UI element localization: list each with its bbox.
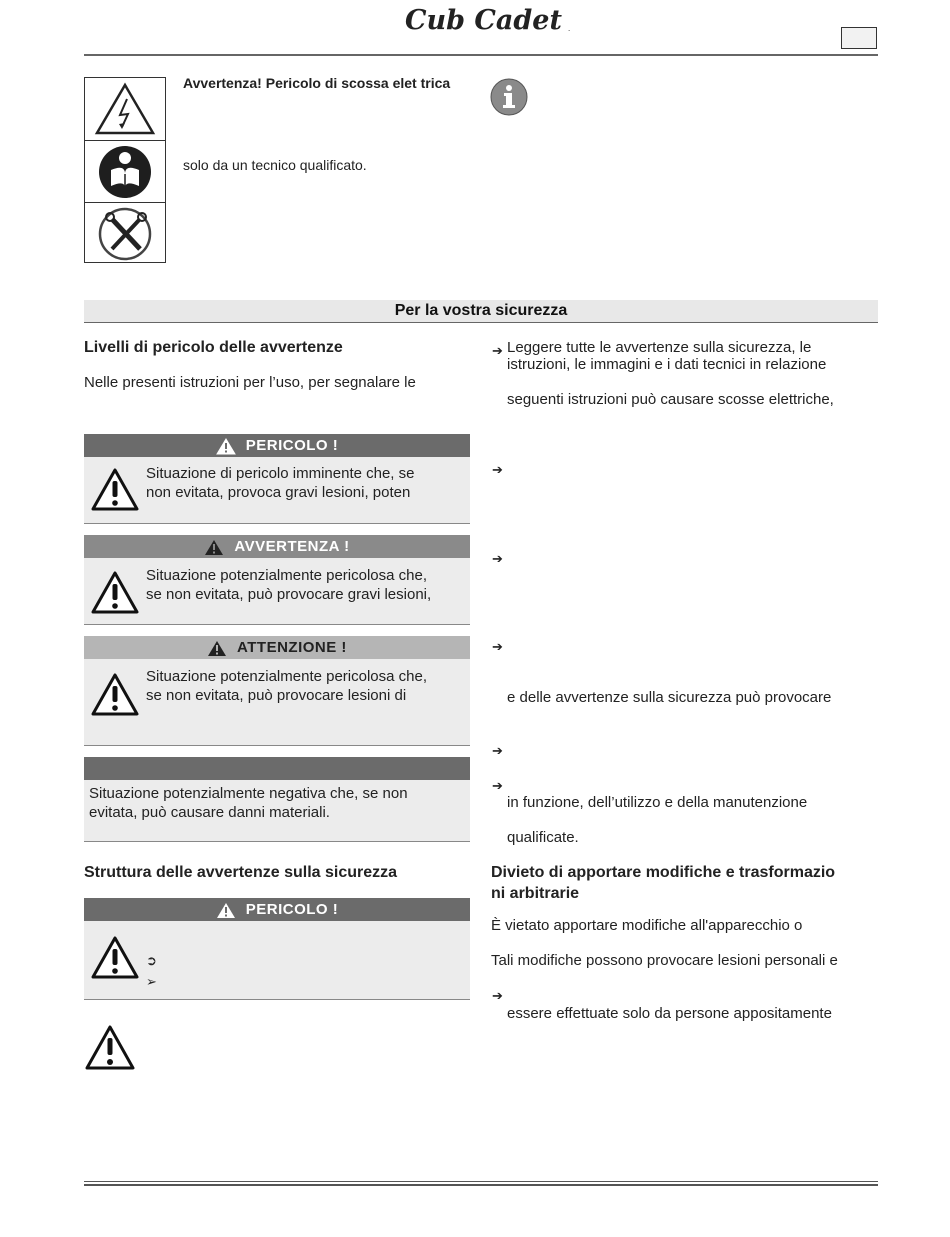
caution-text-line2: se non evitata, può provocare lesioni di	[146, 687, 407, 704]
right-item1-line3: seguenti istruzioni può causare scosse elettriche,	[507, 391, 834, 408]
notice-text-line2: evitata, può causare danni materiali.	[89, 804, 330, 821]
read-manual-icon	[85, 140, 165, 202]
modifications-p2: Tali modifiche possono provocare lesioni personali e	[491, 952, 838, 969]
footer-rule-2	[84, 1184, 878, 1186]
danger-text-line1: Situazione di pericolo imminente che, se	[146, 465, 415, 482]
warning-box	[84, 535, 470, 625]
structure-box-header	[84, 898, 470, 921]
danger-text-line2: non evitata, provoca gravi lesioni, poten	[146, 484, 411, 501]
heading-structure: Struttura delle avvertenze sulla sicurezza	[84, 864, 398, 881]
right-arrow-1: ➔	[492, 343, 503, 358]
right-item4-line1: e delle avvertenze sulla sicurezza può provocare	[507, 689, 832, 706]
warning-text-line2: se non evitata, può provocare gravi lesioni,	[146, 586, 432, 603]
electric-warning-title: Avvertenza! Pericolo di scossa elet trica	[183, 75, 451, 91]
danger-box	[84, 434, 470, 524]
notice-box-header	[84, 757, 470, 780]
caution-box-header	[84, 636, 470, 659]
heading-modifications-line2: ni arbitrarie	[491, 885, 580, 902]
page-number-box	[841, 27, 877, 49]
structure-bullet2: ➢	[146, 974, 157, 989]
right-arrow-2: ➔	[492, 462, 503, 477]
modifications-p1: È vietato apportare modifiche all'apparecchio o	[491, 917, 803, 934]
warning-triangle-icon	[84, 1024, 136, 1071]
heading-danger-levels: Livelli di pericolo delle avvertenze	[84, 339, 343, 356]
right-arrow-5: ➔	[492, 743, 503, 758]
warning-box-title: AVVERTENZA !	[234, 538, 350, 555]
right-item6-line2: qualificate.	[507, 829, 579, 846]
warning-triangle-icon	[90, 570, 140, 615]
warning-box-header	[84, 535, 470, 558]
info-icon	[490, 78, 528, 121]
svg-text:Cub Cadet: Cub Cadet	[405, 5, 562, 36]
heading-modifications-line1: Divieto di apportare modifiche e trasformazio	[491, 864, 836, 881]
safety-icon-column	[84, 77, 166, 263]
right-item1-line1: Leggere tutte le avvertenze sulla sicurezza, le	[507, 339, 812, 356]
right-item6-line1: in funzione, dell’utilizzo e della manutenzione	[507, 794, 808, 811]
svg-text:.: .	[568, 24, 571, 33]
no-tools-icon	[85, 202, 165, 264]
structure-box	[84, 898, 470, 1000]
structure-box-title: PERICOLO !	[245, 901, 339, 918]
right-arrow-4: ➔	[492, 639, 503, 654]
caution-box-title: ATTENZIONE !	[237, 639, 347, 656]
modifications-p3: essere effettuate solo da persone appositamente	[507, 1005, 832, 1022]
notice-box	[84, 757, 470, 842]
warning-triangle-icon	[90, 467, 140, 512]
electric-shock-warning-icon	[85, 78, 165, 139]
footer-rule-1	[84, 1181, 878, 1182]
warning-triangle-icon	[216, 902, 236, 919]
technician-text: solo da un tecnico qualificato.	[183, 157, 367, 173]
right-arrow-3: ➔	[492, 551, 503, 566]
right-arrow-6: ➔	[492, 778, 503, 793]
caution-box	[84, 636, 470, 746]
right-arrow-7: ➔	[492, 988, 503, 1003]
warning-triangle-icon	[216, 438, 236, 455]
intro-text: Nelle presenti istruzioni per l’uso, per segnalare le	[84, 374, 416, 391]
cub-cadet-logo	[400, 4, 580, 36]
warning-triangle-icon	[90, 672, 140, 717]
caution-text-line1: Situazione potenzialmente pericolosa che,	[146, 668, 428, 685]
structure-bullet1: ➲	[146, 953, 157, 968]
warning-text-line1: Situazione potenzialmente pericolosa che,	[146, 567, 428, 584]
warning-triangle-icon	[207, 640, 227, 657]
danger-box-header	[84, 434, 470, 457]
danger-box-title: PERICOLO !	[245, 437, 339, 454]
right-item1-line2: istruzioni, le immagini e i dati tecnici in relazione	[507, 356, 827, 373]
header-rule	[84, 54, 878, 56]
section-title-bar: Per la vostra sicurezza	[84, 300, 878, 323]
notice-text-line1: Situazione potenzialmente negativa che, se non	[89, 785, 408, 802]
warning-triangle-icon	[204, 539, 224, 556]
warning-triangle-icon	[90, 935, 140, 980]
